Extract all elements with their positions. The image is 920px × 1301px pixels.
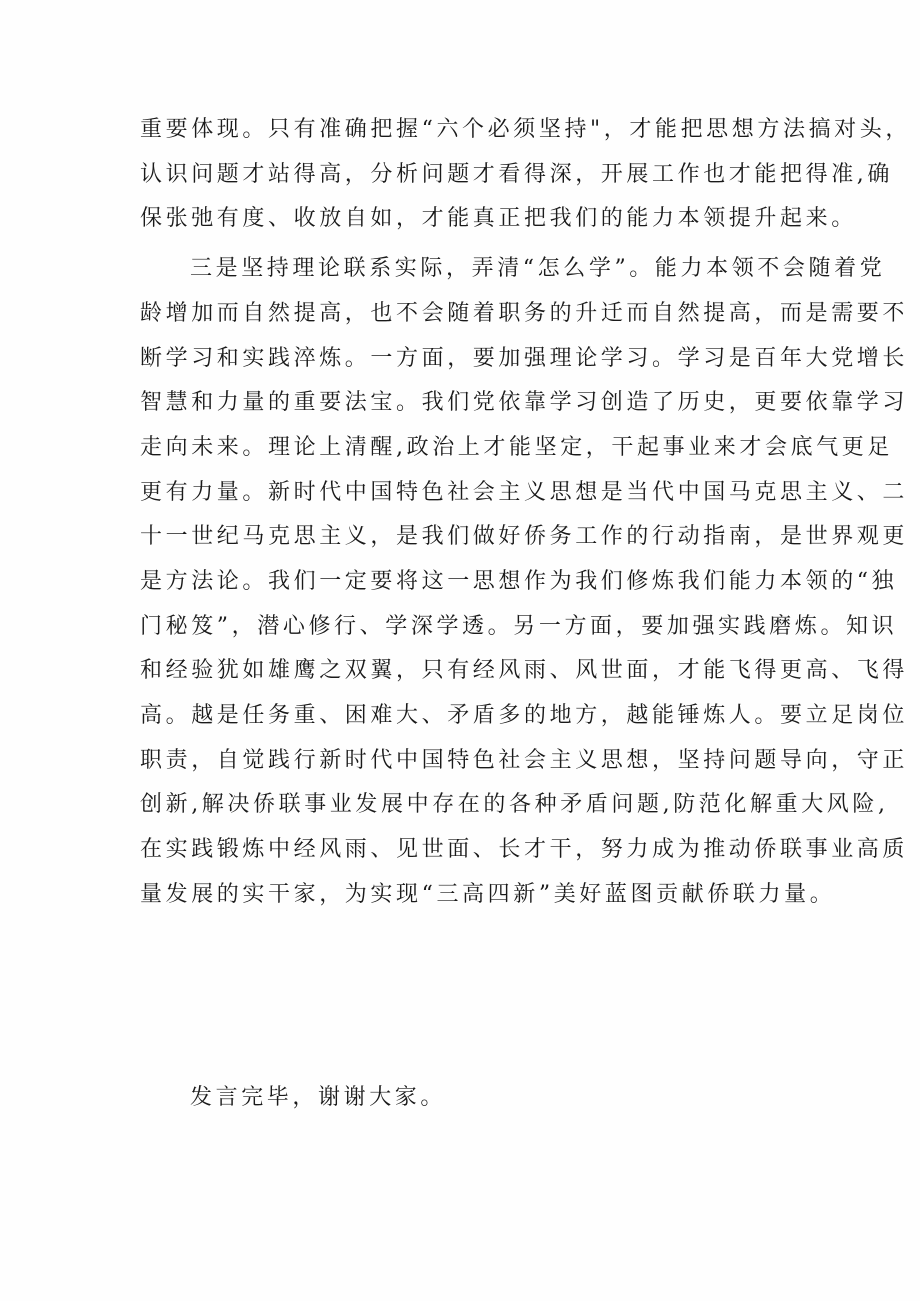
closing-line: 发言完毕，谢谢大家。 [190, 1085, 447, 1110]
text-line: 三是坚持理论联系实际，弄清“怎么学”。能力本领不会随着党 [190, 256, 886, 281]
text-line: 断学习和实践淬炼。一方面，要加强理论学习。学习是百年大党增长 [140, 346, 909, 371]
text-line: 高。越是任务重、困难大、矛盾多的地方，越能锤炼人。要立足岗位 [140, 703, 909, 728]
text-line: 门秘笈”，潜心修行、学深学透。另一方面，要加强实践磨炼。知识 [140, 614, 898, 639]
text-line: 是方法论。我们一定要将这一思想作为我们修炼我们能力本领的“独 [140, 569, 898, 594]
text-line: 走向未来。理论上清醒,政治上才能坚定，干起事业来才会底气更足 [140, 435, 893, 460]
text-line: 职责，自觉践行新时代中国特色社会主义思想，坚持问题导向，守正 [140, 748, 909, 773]
text-line: 在实践锻炼中经风雨、见世面、长才干，努力成为推动侨联事业高质 [140, 837, 909, 862]
text-line: 保张弛有度、收放自如，才能真正把我们的能力本领提升起来。 [140, 206, 857, 231]
text-line: 重要体现。只有准确把握“六个必须坚持"，才能把思想方法搞对头， [140, 117, 911, 142]
text-line: 创新,解决侨联事业发展中存在的各种矛盾问题,防范化解重大风险, [140, 792, 889, 817]
text-line: 量发展的实干家，为实现“三高四新”美好蓝图贡献侨联力量。 [140, 882, 836, 907]
text-line: 更有力量。新时代中国特色社会主义思想是当代中国马克思主义、二 [140, 480, 909, 505]
text-line: 龄增加而自然提高，也不会随着职务的升迁而自然提高，而是需要不 [140, 301, 909, 326]
text-line: 认识问题才站得高，分析问题才看得深，开展工作也才能把得准,确 [140, 162, 893, 187]
text-line: 和经验犹如雄鹰之双翼，只有经风雨、风世面，才能飞得更高、飞得 [140, 658, 909, 683]
text-line: 十一世纪马克思主义，是我们做好侨务工作的行动指南，是世界观更 [140, 524, 909, 549]
text-line: 智慧和力量的重要法宝。我们党依靠学习创造了历史，更要依靠学习 [140, 390, 909, 415]
